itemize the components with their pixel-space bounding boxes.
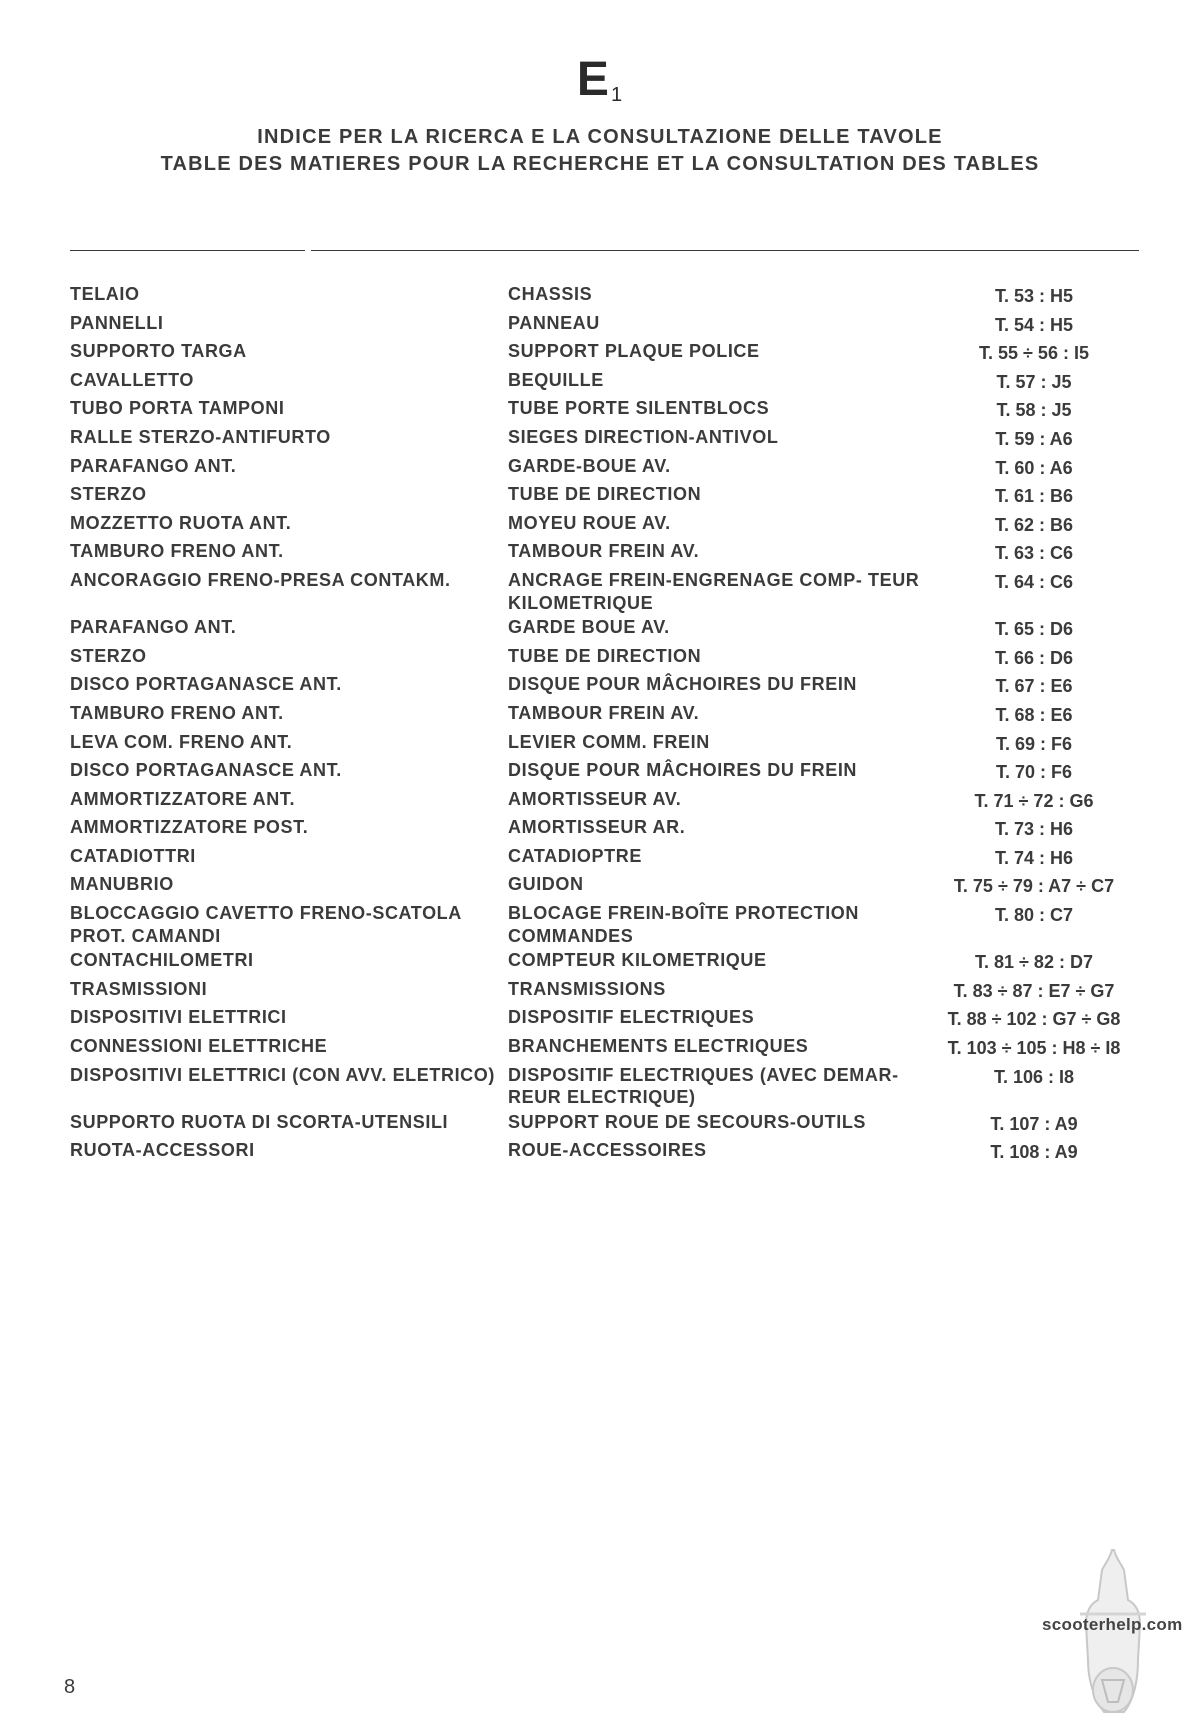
entry-italian: SUPPORTO TARGA bbox=[70, 341, 247, 362]
entry-reference: T. 80 : C7 bbox=[994, 905, 1074, 926]
entry-french: BEQUILLE bbox=[508, 369, 604, 390]
entry-italian: STERZO bbox=[70, 645, 147, 666]
table-row bbox=[70, 702, 1140, 727]
entry-reference: T. 62 : B6 bbox=[994, 514, 1074, 535]
entry-reference: T. 67 : E6 bbox=[995, 676, 1073, 697]
entry-reference: T. 71 ÷ 72 : G6 bbox=[974, 790, 1094, 811]
entry-french: PANNEAU bbox=[508, 312, 600, 333]
entry-french: CATADIOPTRE bbox=[508, 845, 642, 866]
entry-italian: DISPOSITIVI ELETTRICI (CON AVV. ELETRICO) bbox=[70, 1064, 495, 1085]
entry-reference: T. 55 ÷ 56 : I5 bbox=[979, 343, 1089, 364]
table-row bbox=[70, 873, 1140, 898]
entry-french: DISQUE POUR MÂCHOIRES DU FREIN bbox=[508, 760, 858, 781]
entry-reference: T. 58 : J5 bbox=[996, 400, 1072, 421]
entry-italian: RUOTA-ACCESSORI bbox=[70, 1140, 255, 1161]
entry-italian: TELAIO bbox=[70, 284, 140, 304]
entry-french: TUBE DE DIRECTION bbox=[508, 484, 702, 505]
section-marker bbox=[0, 52, 1200, 107]
entry-italian: TUBO PORTA TAMPONI bbox=[70, 398, 285, 419]
entry-reference: T. 63 : C6 bbox=[994, 543, 1074, 564]
section-letter: E bbox=[576, 53, 610, 106]
table-row bbox=[70, 426, 1140, 451]
entry-italian: BLOCCAGGIO CAVETTO FRENO-SCATOLA PROT. CAMANDI bbox=[70, 903, 462, 946]
table-row bbox=[70, 483, 1140, 508]
entry-reference: T. 61 : B6 bbox=[994, 486, 1074, 507]
entry-italian: DISCO PORTAGANASCE ANT. bbox=[70, 760, 342, 781]
entry-italian: STERZO bbox=[70, 484, 147, 505]
entry-reference: T. 75 ÷ 79 : A7 ÷ C7 bbox=[953, 876, 1115, 897]
entry-french: DISPOSITIF ELECTRIQUES bbox=[508, 1007, 755, 1028]
entry-reference: T. 74 : H6 bbox=[994, 847, 1074, 868]
table-row bbox=[70, 312, 1140, 337]
entry-reference: T. 68 : E6 bbox=[995, 704, 1073, 725]
page-number: 8 bbox=[64, 1676, 76, 1698]
section-index: 1 bbox=[610, 84, 624, 106]
table-row bbox=[70, 978, 1140, 1003]
entry-italian: LEVA COM. FRENO ANT. bbox=[70, 731, 293, 752]
table-row bbox=[70, 1064, 1140, 1109]
entry-italian: ANCORAGGIO FRENO-PRESA CONTAKM. bbox=[70, 569, 451, 590]
entry-french: TRANSMISSIONS bbox=[508, 978, 666, 999]
entry-french: SUPPORT ROUE DE SECOURS-OUTILS bbox=[508, 1111, 867, 1132]
table-row bbox=[70, 902, 1140, 947]
entry-french: SUPPORT PLAQUE POLICE bbox=[508, 341, 760, 362]
entry-italian: AMMORTIZZATORE POST. bbox=[70, 817, 309, 838]
table-row bbox=[70, 949, 1140, 974]
entry-french: TAMBOUR FREIN AV. bbox=[508, 541, 700, 562]
entry-italian: PARAFANGO ANT. bbox=[70, 617, 237, 638]
entry-french: GUIDON bbox=[508, 874, 584, 895]
table-row bbox=[70, 731, 1140, 756]
entry-french: COMPTEUR KILOMETRIQUE bbox=[508, 950, 767, 971]
entry-reference: T. 83 ÷ 87 : E7 ÷ G7 bbox=[953, 980, 1115, 1001]
table-row bbox=[70, 455, 1140, 480]
entry-french: GARDE-BOUE AV. bbox=[508, 455, 671, 476]
watermark-text: scooterhelp.com bbox=[1042, 1615, 1183, 1634]
entry-italian: PANNELLI bbox=[70, 312, 164, 333]
table-row bbox=[70, 673, 1140, 698]
entry-italian: TAMBURO FRENO ANT. bbox=[70, 541, 284, 562]
entry-french: BRANCHEMENTS ELECTRIQUES bbox=[508, 1036, 809, 1057]
entry-french: AMORTISSEUR AR. bbox=[508, 817, 686, 838]
entry-italian: TRASMISSIONI bbox=[70, 978, 208, 999]
entry-italian: DISPOSITIVI ELETTRICI bbox=[70, 1007, 287, 1028]
entry-italian: CATADIOTTRI bbox=[70, 845, 196, 866]
table-row bbox=[70, 788, 1140, 813]
entry-italian: MOZZETTO RUOTA ANT. bbox=[70, 512, 292, 533]
entry-italian: PARAFANGO ANT. bbox=[70, 455, 237, 476]
entry-italian: SUPPORTO RUOTA DI SCORTA-UTENSILI bbox=[70, 1111, 449, 1132]
entry-reference: T. 103 ÷ 105 : H8 ÷ I8 bbox=[947, 1038, 1121, 1059]
entry-italian: RALLE STERZO-ANTIFURTO bbox=[70, 426, 331, 447]
entry-french: TUBE PORTE SILENTBLOCS bbox=[508, 398, 770, 419]
header-rule-right bbox=[311, 250, 1139, 251]
entry-reference: T. 88 ÷ 102 : G7 ÷ G8 bbox=[947, 1009, 1121, 1030]
table-row bbox=[70, 759, 1140, 784]
table-row bbox=[70, 1035, 1140, 1060]
entry-reference: T. 60 : A6 bbox=[995, 457, 1073, 478]
table-row bbox=[70, 340, 1140, 365]
entry-italian: AMMORTIZZATORE ANT. bbox=[70, 788, 296, 809]
table-row bbox=[70, 616, 1140, 641]
entry-reference: T. 59 : A6 bbox=[995, 428, 1073, 449]
table-row bbox=[70, 540, 1140, 565]
entry-reference: T. 53 : H5 bbox=[994, 286, 1074, 306]
entry-french: TUBE DE DIRECTION bbox=[508, 645, 702, 666]
table-row bbox=[70, 283, 1140, 308]
entry-reference: T. 54 : H5 bbox=[994, 314, 1074, 335]
entry-french: BLOCAGE FREIN-BOÎTE PROTECTION COMMANDES bbox=[508, 903, 859, 946]
table-row bbox=[70, 1006, 1140, 1031]
entry-italian: TAMBURO FRENO ANT. bbox=[70, 702, 284, 723]
table-row bbox=[70, 816, 1140, 841]
table-row bbox=[70, 645, 1140, 670]
entry-reference: T. 73 : H6 bbox=[994, 819, 1074, 840]
entry-french: ANCRAGE FREIN-ENGRENAGE COMP- TEUR KILOMETRIQUE bbox=[508, 569, 920, 613]
entry-french: GARDE BOUE AV. bbox=[508, 617, 670, 638]
heading-french: TABLE DES MATIERES POUR LA RECHERCHE ET LA CONSULTATION DES TABLES bbox=[160, 153, 1040, 175]
entry-reference: T. 66 : D6 bbox=[994, 647, 1074, 668]
table-row bbox=[70, 369, 1140, 394]
entry-french: DISQUE POUR MÂCHOIRES DU FREIN bbox=[508, 674, 858, 695]
entry-french: DISPOSITIF ELECTRIQUES (AVEC DEMAR- REUR ELECTRIQUE) bbox=[508, 1064, 899, 1108]
entry-french: LEVIER COMM. FREIN bbox=[508, 731, 710, 752]
table-of-contents bbox=[70, 283, 1140, 1168]
entry-italian: CONTACHILOMETRI bbox=[70, 950, 254, 971]
entry-french: SIEGES DIRECTION-ANTIVOL bbox=[508, 426, 779, 447]
entry-french: AMORTISSEUR AV. bbox=[508, 788, 682, 809]
entry-italian: CONNESSIONI ELETTRICHE bbox=[70, 1036, 328, 1057]
header-rule-left bbox=[70, 250, 305, 251]
entry-french: CHASSIS bbox=[508, 284, 593, 304]
entry-reference: T. 65 : D6 bbox=[994, 619, 1074, 640]
heading-italian: INDICE PER LA RICERCA E LA CONSULTAZIONE DELLE TAVOLE bbox=[257, 126, 943, 148]
table-row bbox=[70, 512, 1140, 537]
table-row bbox=[70, 1111, 1140, 1136]
table-row bbox=[70, 845, 1140, 870]
entry-italian: DISCO PORTAGANASCE ANT. bbox=[70, 674, 342, 695]
entry-italian: MANUBRIO bbox=[70, 874, 174, 895]
entry-french: TAMBOUR FREIN AV. bbox=[508, 702, 700, 723]
entry-reference: T. 70 : F6 bbox=[995, 762, 1073, 783]
entry-italian: CAVALLETTO bbox=[70, 369, 194, 390]
entry-french: ROUE-ACCESSOIRES bbox=[508, 1140, 707, 1161]
entry-reference: T. 57 : J5 bbox=[996, 371, 1072, 392]
entry-reference: T. 107 : A9 bbox=[990, 1113, 1078, 1134]
entry-reference: T. 108 : A9 bbox=[990, 1142, 1078, 1163]
entry-reference: T. 64 : C6 bbox=[994, 571, 1074, 592]
entry-reference: T. 106 : I8 bbox=[993, 1066, 1075, 1087]
entry-french: MOYEU ROUE AV. bbox=[508, 512, 671, 533]
table-row bbox=[70, 1139, 1140, 1164]
entry-reference: T. 69 : F6 bbox=[995, 733, 1073, 754]
entry-reference: T. 81 ÷ 82 : D7 bbox=[975, 952, 1093, 973]
table-row bbox=[70, 397, 1140, 422]
table-row bbox=[70, 569, 1140, 614]
